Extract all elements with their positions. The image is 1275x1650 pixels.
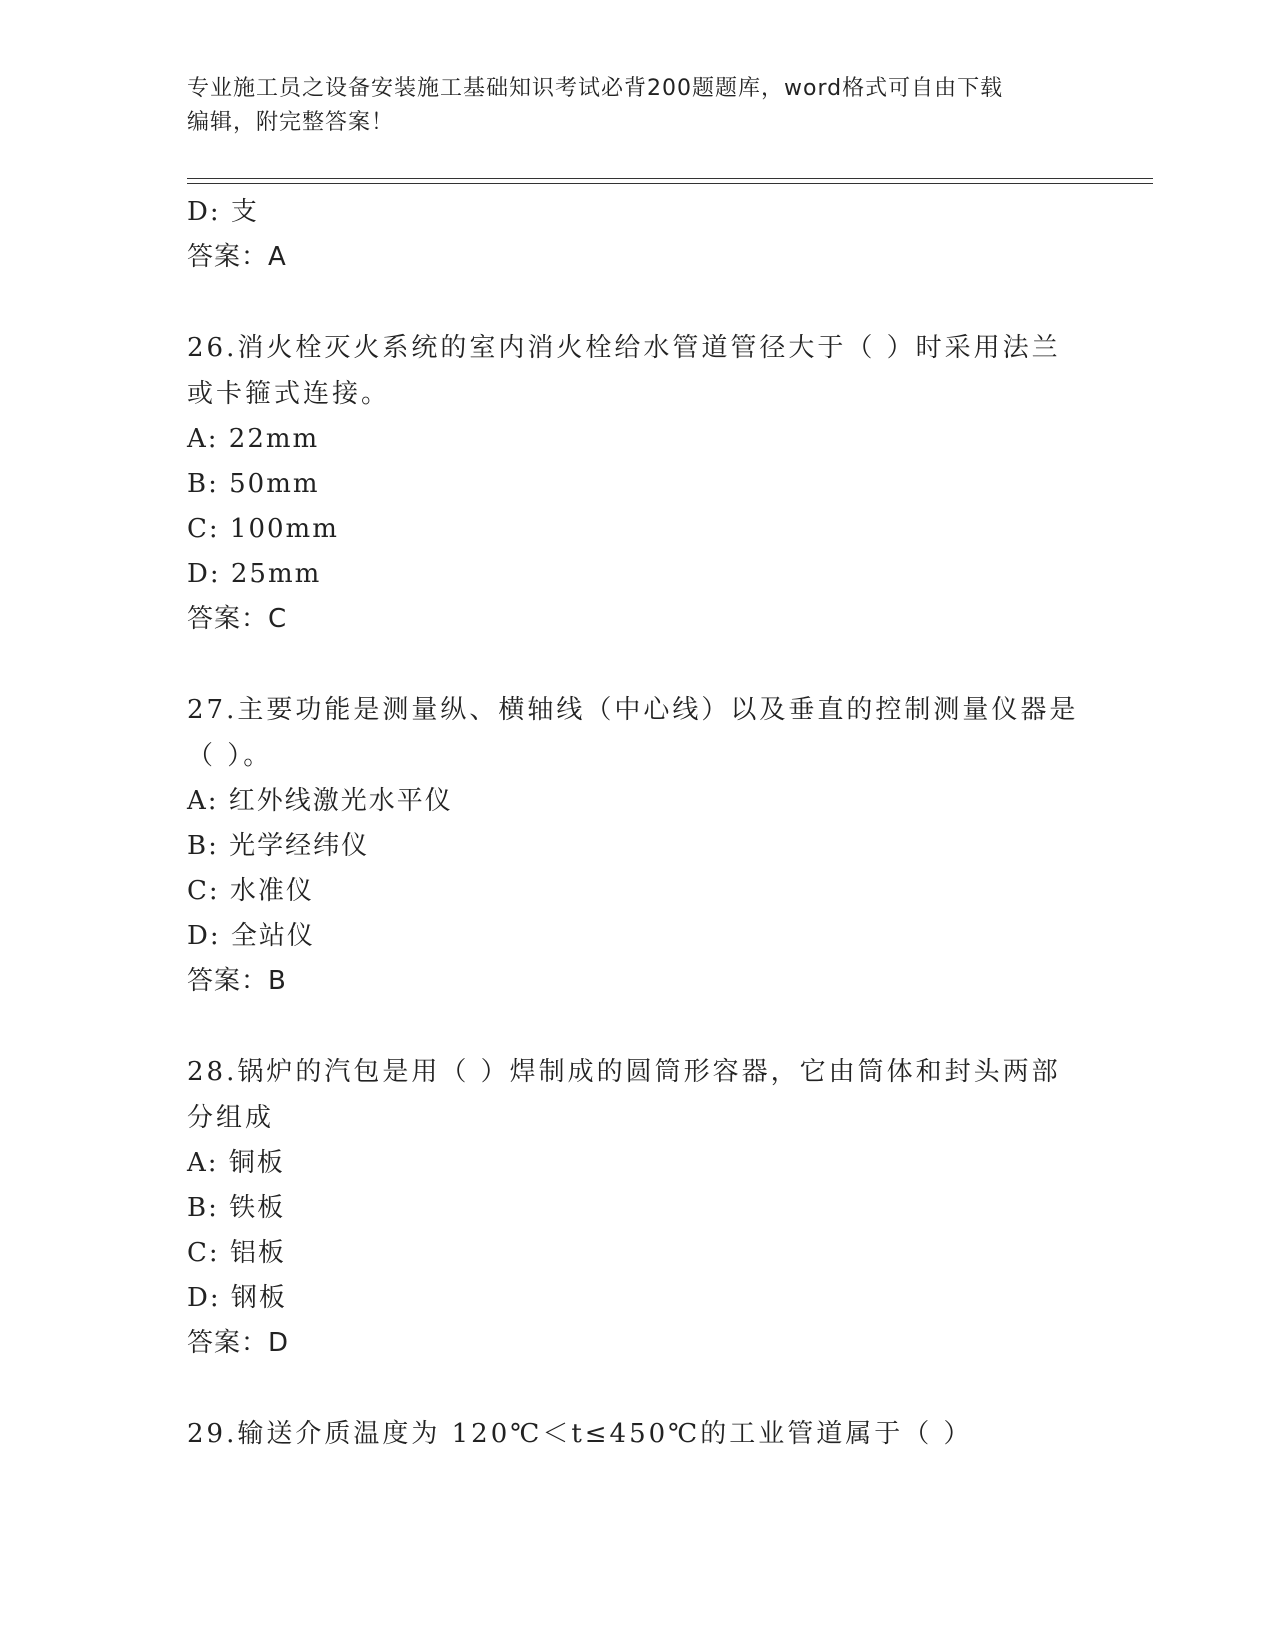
header-title-line1: 专业施工员之设备安装施工基础知识考试必背200题题库，word格式可自由下载	[187, 76, 1004, 101]
option-a: A: 铜板	[187, 1148, 285, 1178]
question-stem-cont: （ ）。	[187, 741, 273, 771]
option-b: B: 光学经纬仪	[187, 831, 370, 861]
spacer	[187, 642, 1087, 687]
question-stem: 26.消火栓灭火系统的室内消火栓给水管道管径大于（ ）时采用法兰	[187, 333, 1061, 363]
header-divider-top	[187, 178, 1153, 179]
spacer	[187, 1366, 1087, 1411]
document-body	[187, 190, 1087, 1457]
prev-answer: 答案：A	[187, 242, 287, 272]
option-d: D: 钢板	[187, 1283, 287, 1313]
option-c: C: 100mm	[187, 514, 339, 544]
question-stem: 28.锅炉的汽包是用（ ）焊制成的圆筒形容器，它由筒体和封头两部	[187, 1057, 1061, 1087]
question-28	[187, 1049, 1087, 1366]
prev-option-d: D: 支	[187, 197, 259, 227]
option-c: C: 铝板	[187, 1238, 286, 1268]
option-a: A: 红外线激光水平仪	[187, 786, 453, 816]
question-stem-cont: 或卡箍式连接。	[187, 379, 391, 409]
question-stem-cont: 分组成	[187, 1103, 275, 1133]
option-c: C: 水准仪	[187, 876, 314, 906]
option-b: B: 50mm	[187, 469, 320, 499]
question-29	[187, 1411, 1087, 1457]
option-b: B: 铁板	[187, 1193, 286, 1223]
question-stem: 27.主要功能是测量纵、横轴线（中心线）以及垂直的控制测量仪器是	[187, 695, 1079, 725]
header-divider-bottom	[187, 183, 1153, 184]
spacer	[187, 1004, 1087, 1049]
spacer	[187, 280, 1087, 325]
option-d: D: 25mm	[187, 559, 322, 589]
document-header	[187, 72, 1067, 140]
option-d: D: 全站仪	[187, 921, 315, 951]
question-27	[187, 687, 1087, 1004]
option-a: A: 22mm	[187, 424, 320, 454]
answer: 答案：B	[187, 966, 287, 996]
header-title-line2: 编辑，附完整答案！	[187, 110, 395, 135]
question-stem: 29.输送介质温度为 120℃＜t≤450℃的工业管道属于（ ）	[187, 1419, 973, 1449]
answer: 答案：D	[187, 1328, 290, 1358]
question-26	[187, 325, 1087, 642]
answer: 答案：C	[187, 604, 288, 634]
